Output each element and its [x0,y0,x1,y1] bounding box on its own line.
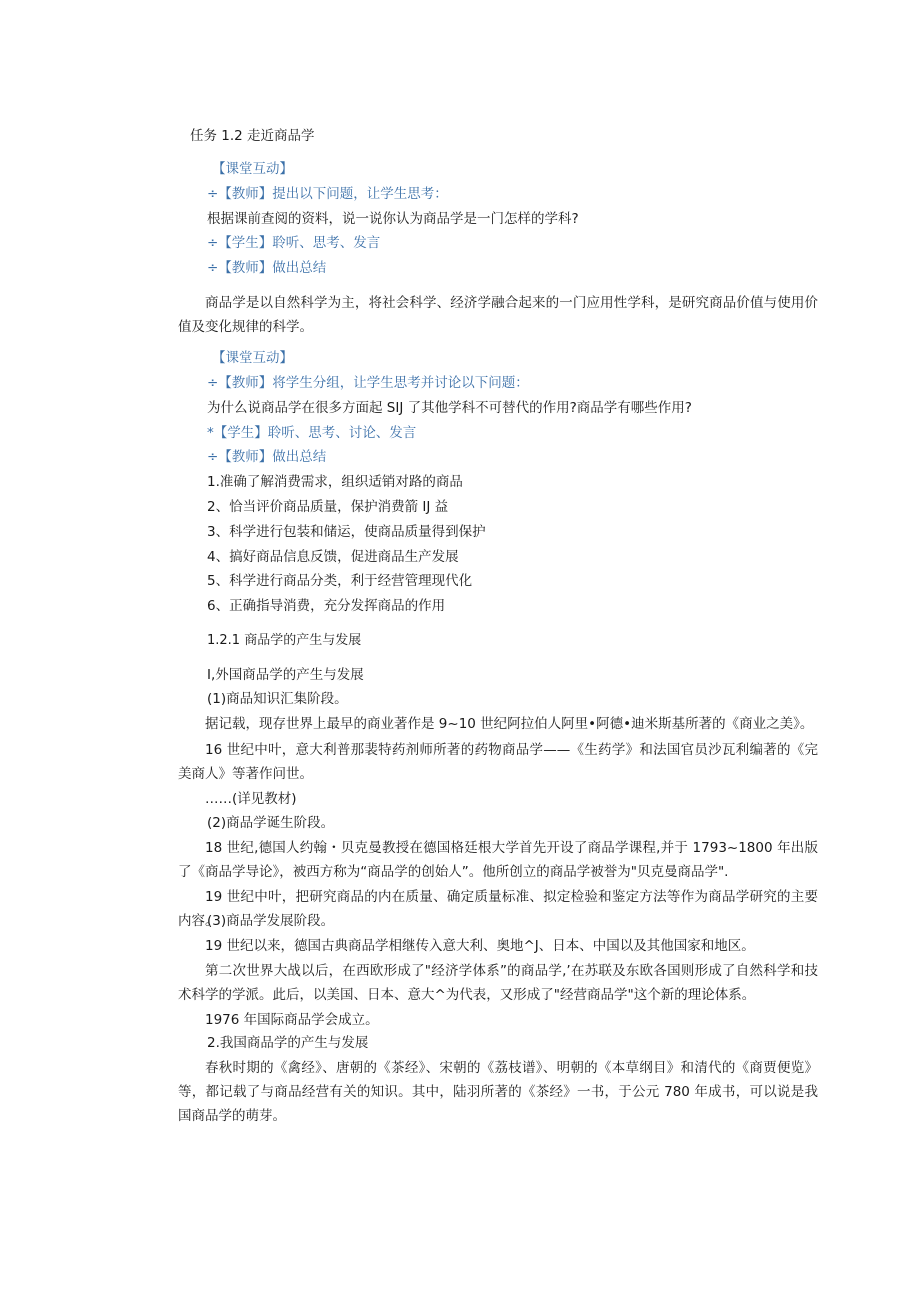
paragraph-8: 1976 年国际商品学会成立。 [205,1012,379,1028]
role-item: 6、正确指导消费，充分发挥商品的作用 [207,598,446,614]
page-title: 任务 1.2 走近商品学 [190,128,315,144]
student-response-2: *【学生】聆听、思考、讨论、发言 [207,425,417,441]
role-item: 1.准确了解消费需求，组织适销对路的商品 [207,474,463,490]
paragraph-2: 16 世纪中叶，意大利普那裴特药剂师所著的药物商品学——《生药学》和法国官员沙瓦利编著的《完美商人》等著作问世。 [178,742,818,782]
paragraph-9: 春秋时期的《禽经》、唐朝的《茶经》、宋朝的《荔枝谱》、明朝的《本草纲目》和清代的《商贾便览》等，都记载了与商品经营有关的知识。其中，陆羽所著的《茶经》一书，于公元 780 年成书，可以说是我国商品学的萌芽。 [178,1060,818,1124]
section-heading: 1.2.1 商品学的产生与发展 [207,633,362,648]
stage-heading-3: (3)商品学发展阶段。 [207,913,335,929]
foreign-heading: I,外国商品学的产生与发展 [207,667,364,683]
stage-heading-1: (1)商品知识汇集阶段。 [207,691,348,707]
question-1: 根据课前查阅的资料，说一说你认为商品学是一门怎样的学科? [207,211,579,227]
student-response-1: ÷【学生】聆听、思考、发言 [207,235,381,251]
definition-paragraph: 商品学是以自然科学为主，将社会科学、经济学融合起来的一门应用性学科，是研究商品价值与使用价值及变化规律的科学。 [178,295,818,335]
role-item: 5、科学进行商品分类，利于经营管理现代化 [207,573,473,589]
role-item: 3、科学进行包装和储运，使商品质量得到保护 [207,524,486,540]
interaction-heading-1: 【课堂互动】 [212,161,293,177]
domestic-heading: 2.我国商品学的产生与发展 [207,1035,369,1051]
teacher-prompt-2: ÷【教师】将学生分组，让学生思考并讨论以下问题： [207,375,529,391]
teacher-summary-1: ÷【教师】做出总结 [207,260,327,276]
paragraph-3: ……(详见教材) [205,791,297,807]
paragraph-5: 19 世纪中叶，把研究商品的内在质量、确定质量标准、拟定检验和鉴定方法等作为商品学研究的主要内容。 [178,889,818,929]
role-item: 4、搞好商品信息反馈，促进商品生产发展 [207,549,459,565]
interaction-heading-2: 【课堂互动】 [212,350,293,366]
paragraph-1: 据记载，现存世界上最早的商业著作是 9~10 世纪阿拉伯人阿里•阿德•迪米斯基所著的《商业之美》。 [205,716,814,732]
teacher-summary-2: ÷【教师】做出总结 [207,449,327,465]
question-2: 为什么说商品学在很多方面起 SIJ 了其他学科不可替代的作用?商品学有哪些作用? [207,400,692,416]
role-item: 2、恰当评价商品质量，保护消费箭 IJ 益 [207,499,449,515]
stage-heading-2: (2)商品学诞生阶段。 [207,815,335,831]
paragraph-6: 19 世纪以来，德国古典商品学相继传入意大利、奥地^J、日本、中国以及其他国家和地区。 [205,938,755,954]
paragraph-7: 第二次世界大战以后，在西欧形成了"经济学体系”的商品学,’在苏联及东欧各国则形成了自然科学和技术科学的学派。此后，以美国、日本、意大^为代表，又形成了"经营商品学"这个新的理论体系。 [178,963,818,1003]
paragraph-4: 18 世纪,德国人约翰・贝克曼教授在德国格廷根大学首先开设了商品学课程,并于 1793~1800 年出版了《商品学导论》，被西方称为“商品学的创始人”。他所创立的商品学被誉为"贝克曼商品学". [178,840,818,880]
teacher-prompt-1: ÷【教师】提出以下问题，让学生思考： [207,186,448,202]
